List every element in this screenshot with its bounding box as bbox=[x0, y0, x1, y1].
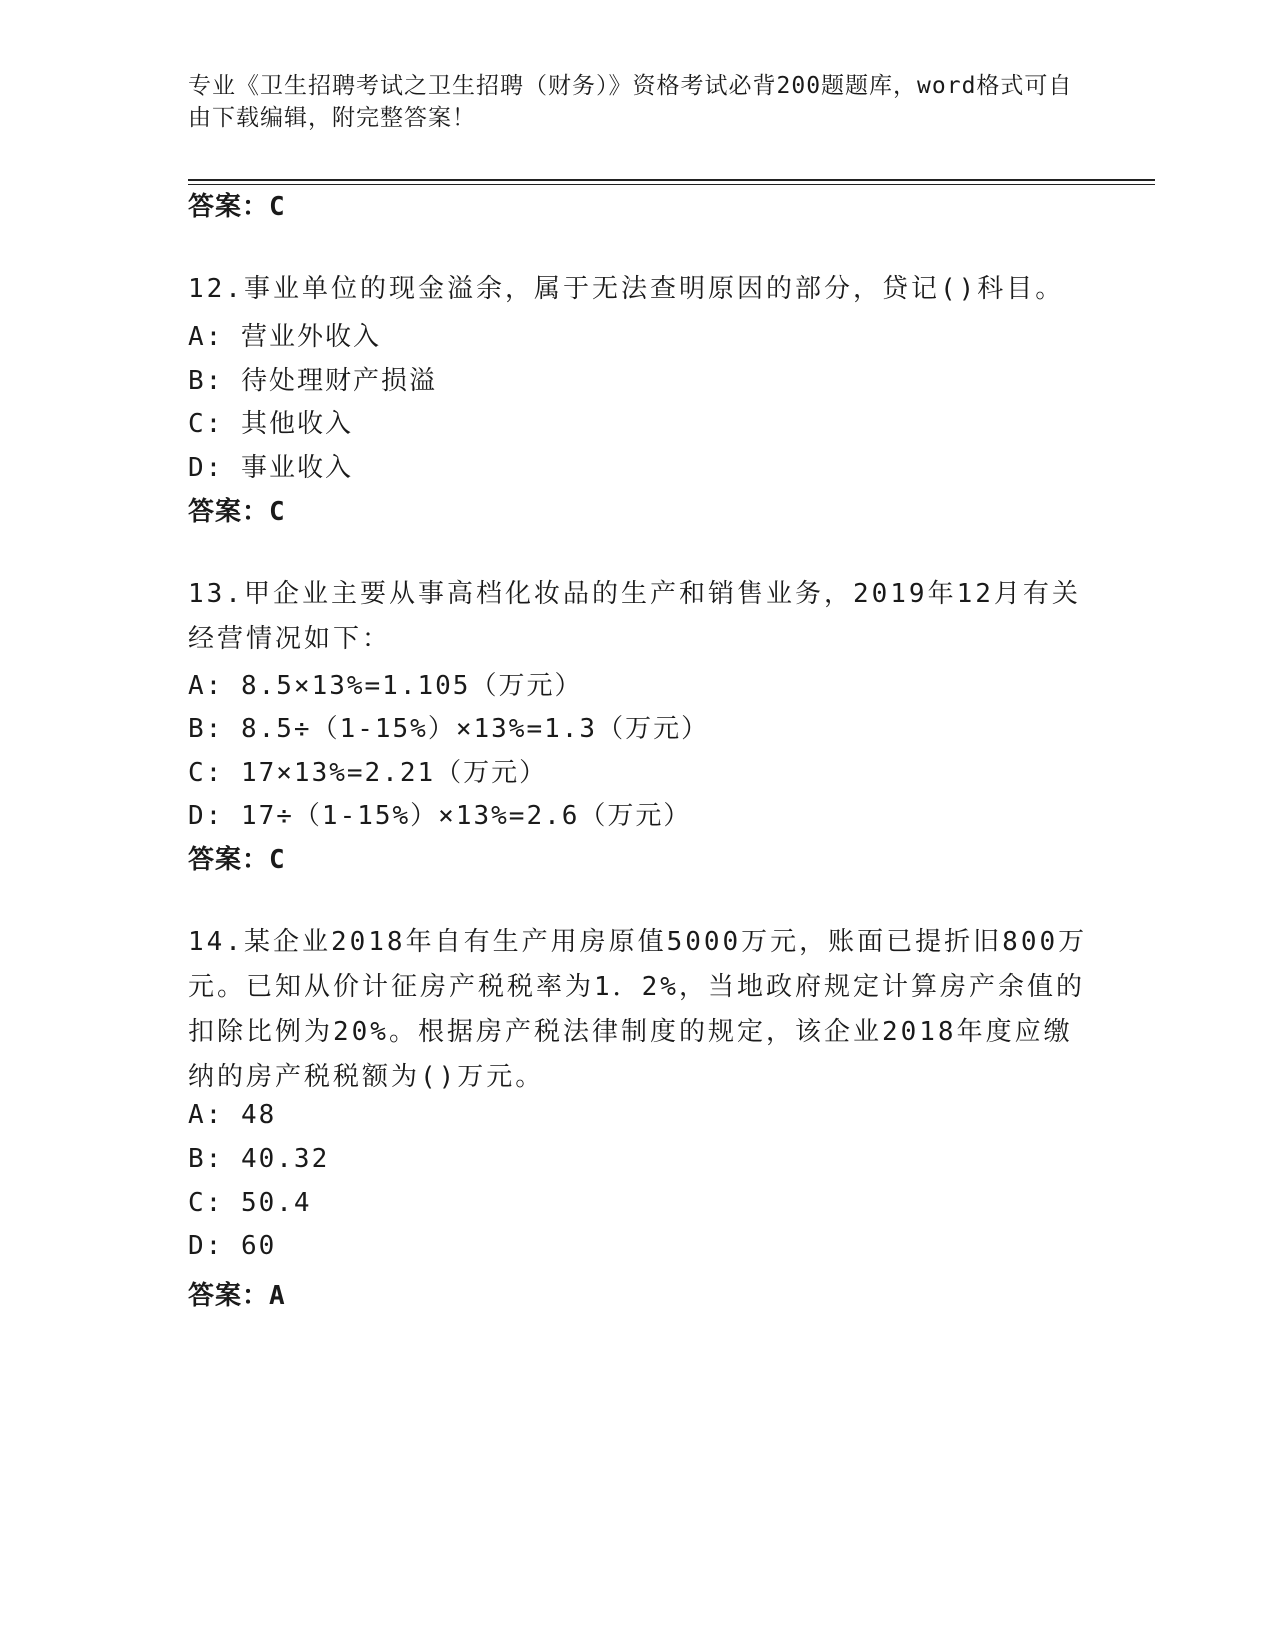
question-14-stem: 14.某企业2018年自有生产用房原值5000万元，账面已提折旧800万元。已知从价计征房产税税率为1．2%，当地政府规定计算房产余值的扣除比例为20%。根据房产税法律制度的规定，该企业2018年度应缴纳的房产税税额为()万元。 bbox=[188, 927, 1088, 1092]
question-14-option-b: B: 40.32 bbox=[188, 1144, 330, 1174]
question-13-option-c: C: 17×13%=2.21（万元） bbox=[188, 758, 548, 788]
question-12-answer: 答案：C bbox=[188, 497, 286, 527]
header-rule-thick bbox=[188, 179, 1155, 181]
question-13-option-a: A: 8.5×13%=1.105（万元） bbox=[188, 671, 583, 701]
header-rule-thin bbox=[188, 184, 1155, 185]
question-13-option-b: B: 8.5÷（1-15%）×13%=1.3（万元） bbox=[188, 714, 710, 744]
question-14-option-d: D: 60 bbox=[188, 1231, 277, 1261]
question-12-stem: 12.事业单位的现金溢余，属于无法查明原因的部分，贷记()科目。 bbox=[188, 274, 1065, 304]
question-12-option-c: C: 其他收入 bbox=[188, 409, 353, 439]
question-14-option-c: C: 50.4 bbox=[188, 1188, 312, 1218]
document-header: 专业《卫生招聘考试之卫生招聘（财务）》资格考试必背200题题库，word格式可自由下载编辑，附完整答案！ bbox=[188, 73, 1073, 131]
question-14-option-a: A: 48 bbox=[188, 1100, 277, 1130]
question-13-option-d: D: 17÷（1-15%）×13%=2.6（万元） bbox=[188, 801, 692, 831]
answer-previous: 答案：C bbox=[188, 192, 286, 222]
question-13-answer: 答案：C bbox=[188, 845, 286, 875]
question-12-option-a: A: 营业外收入 bbox=[188, 322, 381, 352]
question-14-answer: 答案：A bbox=[188, 1281, 286, 1311]
question-13-stem: 13.甲企业主要从事高档化妆品的生产和销售业务，2019年12月有关经营情况如下： bbox=[188, 579, 1081, 654]
question-12-option-d: D: 事业收入 bbox=[188, 453, 353, 483]
question-12-option-b: B: 待处理财产损溢 bbox=[188, 366, 437, 396]
